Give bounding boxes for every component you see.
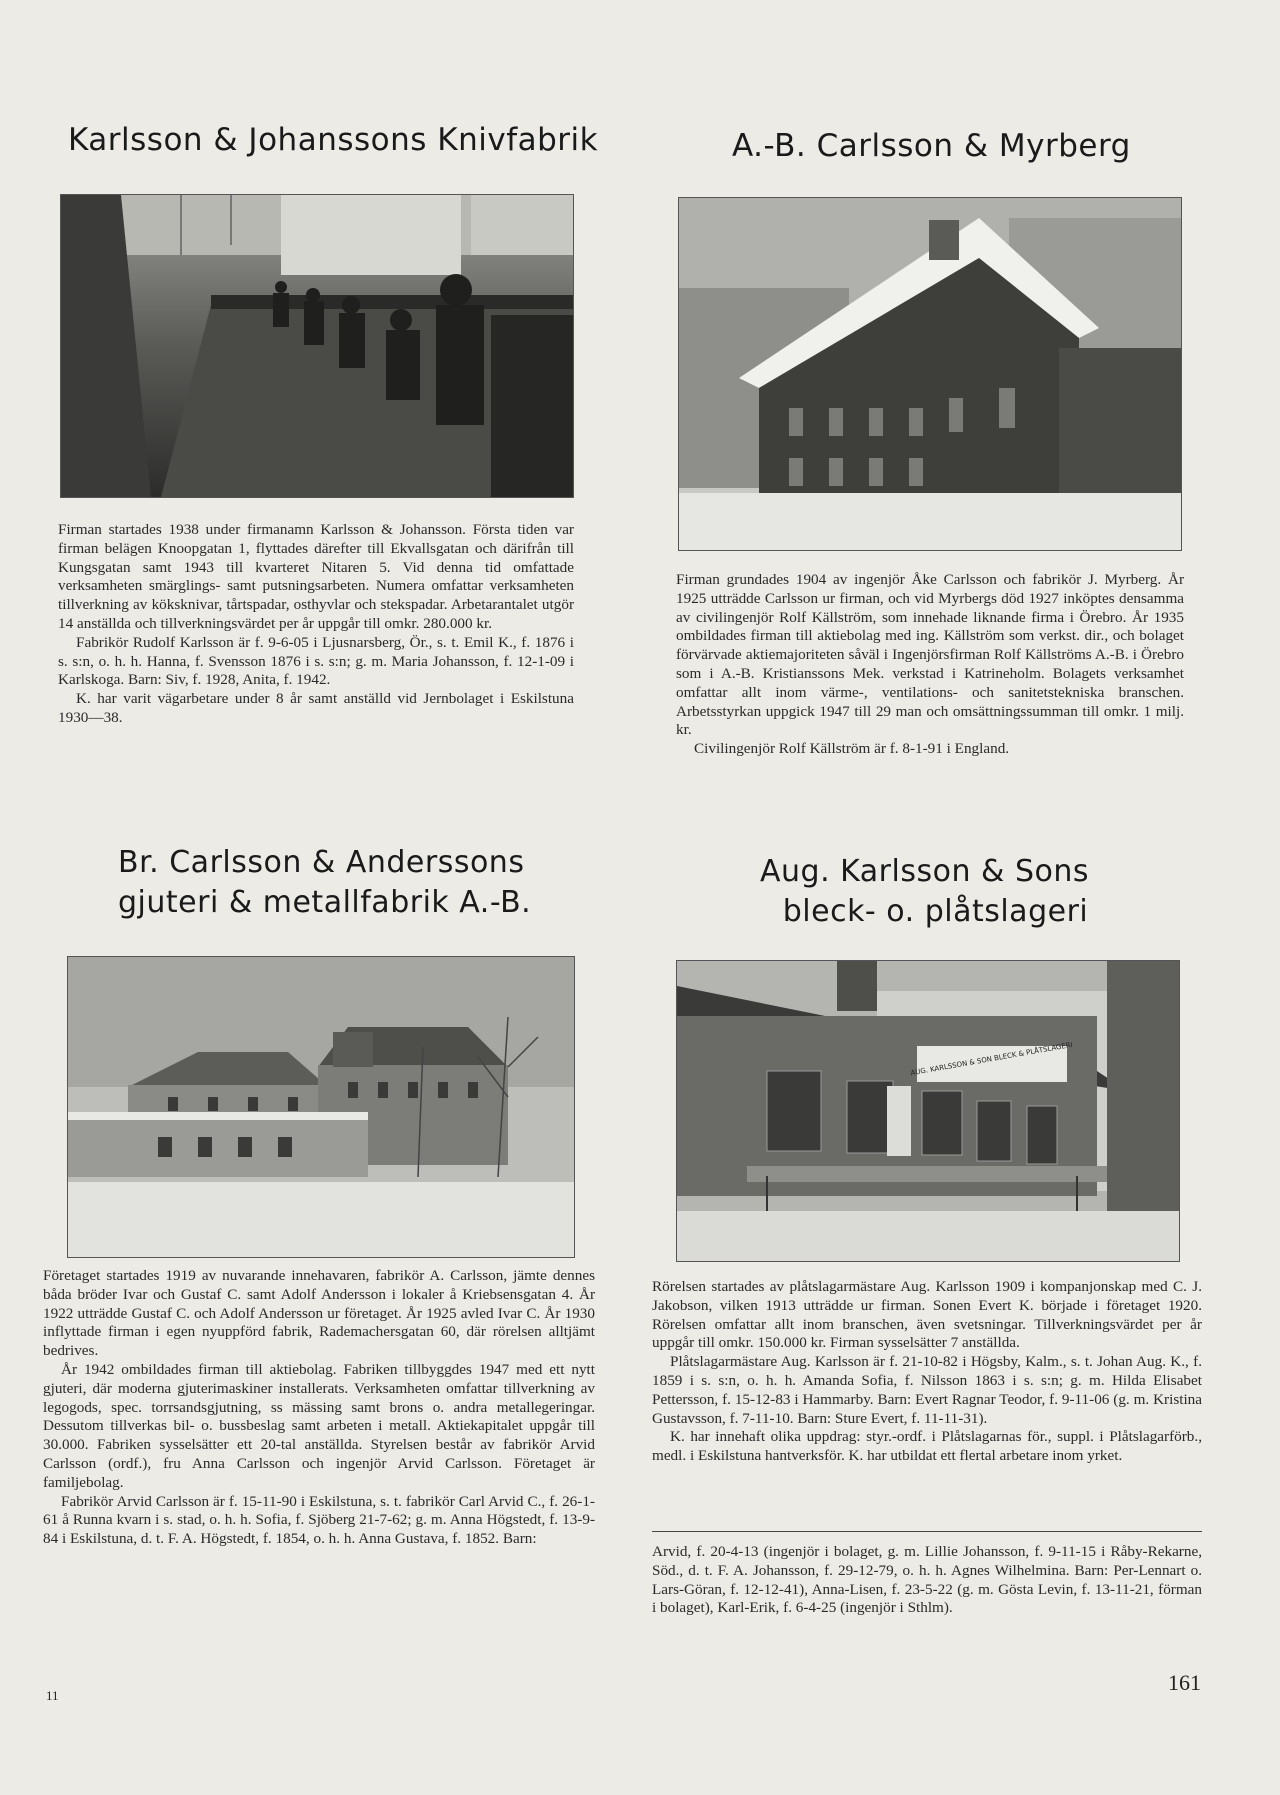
- paragraph: K. har innehaft olika uppdrag: styr.-ordf. i Plåtslagarnas för., suppl. i Plåtslagarförb., medl. i Eskilstuna hantverksför. K. har utbildat ett flertal arbetare inom yrket.: [652, 1428, 1202, 1465]
- text-platslageri: [652, 1278, 1202, 1466]
- section-title-platslageri: [760, 852, 1089, 932]
- text-carlsson-myrberg: [676, 571, 1184, 759]
- paragraph: Firman startades 1938 under firmanamn Karlsson & Johansson. Första tiden var firman belägen Knoopgatan 1, flyttades därefter till Ekvallsgatan och därifrån till Kungsgatan samt 1943 till kvarteret Nitaren 5. Vid denna tid omfattade verksamheten smärglings- samt putsningsarbeten. Numera omfattar verksamheten tillverkning av köksknivar, tårtspadar, osthyvlar och stekspadar. Arbetarantalet utgör 14 anställda och tillverkningsvärdet per år uppgår till omkr. 280.000 kr.: [58, 521, 574, 632]
- text-knivfabrik: [58, 521, 574, 728]
- title-line: gjuteri & metallfabrik A.-B.: [118, 885, 532, 920]
- section-title-gjuteri: [118, 843, 531, 923]
- photo-foundry-buildings: [67, 956, 575, 1258]
- text-gjuteri-continued: [652, 1543, 1202, 1618]
- photo-sheet-metal-workshop: [676, 960, 1180, 1262]
- paragraph: Företaget startades 1919 av nuvarande innehavaren, fabrikör A. Carlsson, jämte dennes båda bröder Ivar och Gustaf C. samt Adolf Andersson i lokaler å Kriebsensgatan 4. År 1922 utträdde Gustaf C. och Adolf Andersson ur företaget. År 1925 avled Ivar C. År 1930 inflyttade firman i egen nyuppförd fabrik, Rademachersgatan 60, där rörelsen alltjämt bedrives.: [43, 1267, 595, 1360]
- workshop-sign-text: AUG. KARLSSON & SON BLECK & PLÅTSLAGERI: [910, 1040, 1074, 1078]
- page-number: 161: [1168, 1670, 1201, 1695]
- section-title-carlsson-myrberg: A.-B. Carlsson & Myrberg: [732, 128, 1131, 164]
- paragraph: Rörelsen startades av plåtslagarmästare Aug. Karlsson 1909 i kompanjonskap med C. J. Jakobson, vilken 1913 utträdde ur firman. Sonen Evert K. började i företaget 1920. Rörelsen omfattar allt inom branschen, även svetsningar. Tillverkningsvärdet per år uppgår till omkr. 150.000 kr. Firman sysselsätter 7 anställda.: [652, 1278, 1202, 1352]
- paragraph: Arvid, f. 20-4-13 (ingenjör i bolaget, g. m. Lillie Johansson, f. 9-11-15 i Råby-Rekarne, Söd., d. t. F. A. Johansson, f. 29-12-79, o. h. h. Agnes Wilhelmina. Barn: Per-Lennart o. Lars-Göran, f. 12-12-41), Anna-Lisen, f. 23-5-22 (g. m. Gösta Levin, f. 13-11-21, förman i bolaget), Karl-Erik, f. 6-4-25 (ingenjör i Sthlm).: [652, 1543, 1202, 1617]
- paragraph: K. har varit vägarbetare under 8 år samt anställd vid Jernbolaget i Eskilstuna 1930—38.: [58, 690, 574, 726]
- column-divider-rule: [652, 1531, 1202, 1532]
- title-line: Aug. Karlsson & Sons: [760, 854, 1089, 889]
- text-gjuteri: [43, 1267, 595, 1549]
- paragraph: Plåtslagarmästare Aug. Karlsson är f. 21-10-82 i Högsby, Kalm., s. t. Johan Aug. K., f. 1859 i s. s:n, o. h. h. Amanda Sofia, f. Nilsson 1863 i s. s:n; g. m. Hilda Elisabet Pettersson, f. 15-12-83 i Hammarby. Barn: Evert Ragnar Teodor, f. 9-11-06 (g. m. Kristina Gustavsson, f. 7-11-10. Barn: Sture Evert, f. 11-11-31).: [652, 1353, 1202, 1427]
- paragraph: År 1942 ombildades firman till aktiebolag. Fabriken tillbyggdes 1947 med ett nytt gjuteri, där moderna gjuterimaskiner installerats. Verksamheten omfattar tillverkning av legogods, spec. torrsandsgjutning, ss mässing samt brons o. andra metallegeringar. Dessutom tillverkas bil- o. bussbeslag samt arbeten i metall. Aktiekapitalet uppgår till 30.000. Fabriken sysselsätter ett 20-tal anställda. Styrelsen består av fabrikör Arvid Carlsson (ordf.), fru Anna Carlsson och ingenjör Arvid Carlsson. Företaget är familjebolag.: [43, 1360, 595, 1491]
- paragraph: Civilingenjör Rolf Källström är f. 8-1-91 i England.: [694, 740, 1010, 758]
- printer-signature-mark: 11: [46, 1688, 59, 1703]
- paragraph: Fabrikör Rudolf Karlsson är f. 9-6-05 i Ljusnarsberg, Ör., s. t. Emil K., f. 1876 i s. s:n, o. h. h. Hanna, f. Svensson 1876 i s. s:n; g. m. Maria Johansson, f. 12-1-09 i Karlskoga. Barn: Siv, f. 1928, Anita, f. 1942.: [58, 633, 574, 689]
- photo-wooden-building-winter: [678, 197, 1182, 551]
- section-title-knivfabrik: Karlsson & Johanssons Knivfabrik: [68, 122, 599, 158]
- paragraph: Fabrikör Arvid Carlsson är f. 15-11-90 i Eskilstuna, s. t. fabrikör Carl Arvid C., f. 26-1-61 å Runna kvarn i s. stad, o. h. h. Sofia, f. Sjöberg 21-7-62; g. m. Anna Högstedt, f. 13-9-84 i Eskilstuna, d. t. F. A. Högstedt, f. 1854, o. h. h. Anna Gustava, f. 1852. Barn:: [43, 1492, 595, 1548]
- title-line: Br. Carlsson & Anderssons: [118, 845, 525, 880]
- photo-knife-factory-interior: [60, 194, 574, 498]
- title-line: bleck- o. plåtslageri: [782, 894, 1089, 929]
- paragraph: Firman grundades 1904 av ingenjör Åke Carlsson och fabrikör J. Myrberg. År 1925 utträdde Carlsson ur firman, och vid Myrbergs död 1927 inköptes densamma av civilingenjör Rolf Källström, som innehade liknande firma i Örebro. År 1935 ombildades firman till aktiebolag med ing. Källström som verkst. dir., och bolaget förvärvade aktiemajoriteten såväl i Ingenjörsfirman Rolf Källströms A.-B. i Örebro som i A.-B. Kristianssons Mek. verkstad i Katrineholm. Bolagets verksamhet omfattar allt inom värme-, ventilations- och sanitetstekniska branschen. Arbetsstyrkan uppgick 1947 till 29 man och omsättningssumman till omkr. 1 milj. kr.: [676, 571, 1184, 739]
